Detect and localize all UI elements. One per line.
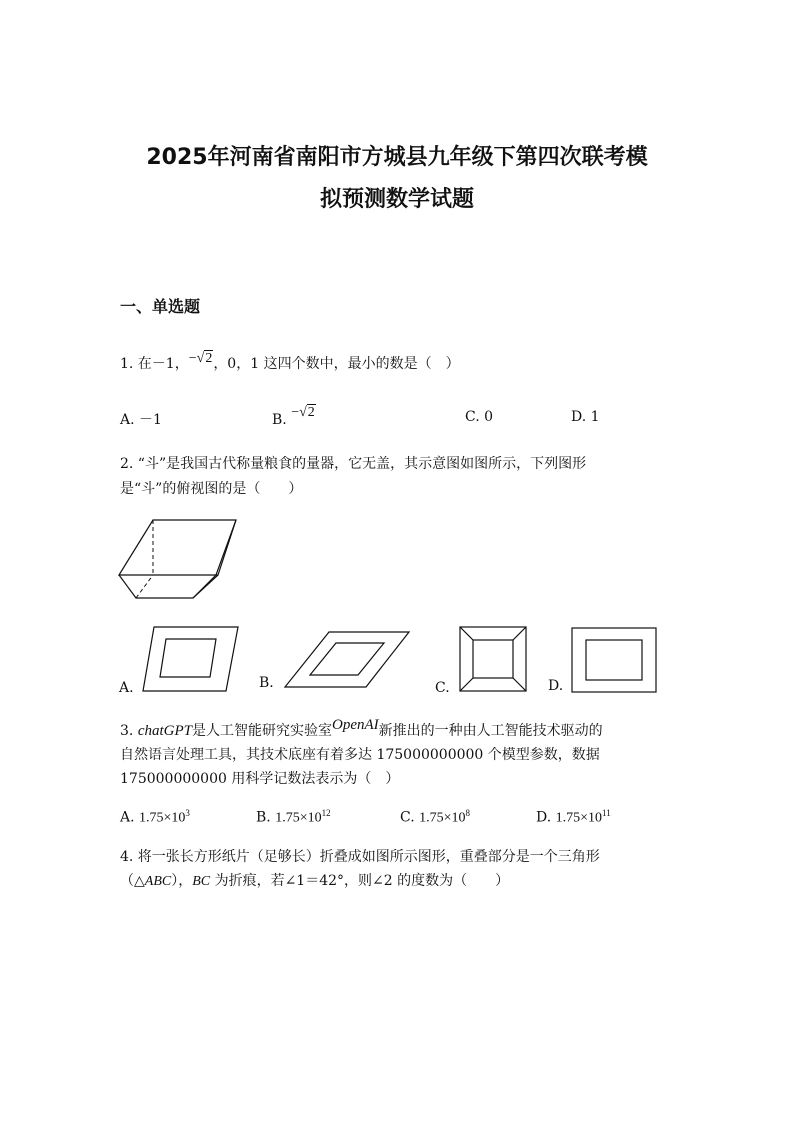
q3-option-b[interactable] — [256, 808, 331, 827]
q3-c-label: C. — [400, 809, 415, 826]
q4-triangle-abc: ABC — [144, 874, 172, 889]
q1-b-sign: − — [291, 405, 300, 420]
q4-crease-bc: BC — [192, 874, 211, 889]
q3-b-exp: 12 — [321, 808, 331, 818]
q1-suffix: ，0，1 这四个数中，最小的数是（ ） — [213, 356, 460, 372]
question-2-line-2: 是“斗”的俯视图的是（ ） — [120, 481, 303, 497]
q2-option-a-label[interactable]: A. — [119, 680, 134, 696]
q1-option-b-value: −√2 — [291, 405, 315, 420]
q3-part1: 是人工智能研究实验室 — [191, 723, 332, 739]
q1-option-b[interactable] — [272, 404, 316, 428]
section-heading: 一、单选题 — [120, 297, 201, 316]
q1-option-b-label: B. — [272, 412, 287, 428]
q3-c-exp: 8 — [465, 808, 471, 818]
q4-rest: 为折痕，若∠1＝42°，则∠2 的度数为（ ） — [210, 873, 510, 889]
q3-part2: 新推出的一种由人工智能技术驱动的 — [378, 723, 603, 739]
q4-mid: ）， — [171, 873, 193, 889]
q3-option-c[interactable] — [400, 808, 470, 827]
q1-option-c[interactable]: C. 0 — [465, 409, 494, 425]
q1-prefix: 1. 在－1， — [120, 356, 189, 372]
q2-option-b-label[interactable]: B. — [259, 675, 274, 691]
q1-sqrt-sign: − — [188, 351, 197, 366]
question-3-line-3: 175000000000 用科学记数法表示为（ ） — [120, 771, 400, 787]
document-title-line-2: 拟预测数学试题 — [319, 187, 474, 212]
q3-openai: OpenAI — [331, 717, 379, 733]
question-2-line-1: 2. “斗”是我国古代称量粮食的量器，它无盖，其示意图如图所示，下列图形 — [120, 456, 587, 472]
question-3-line-1 — [120, 717, 603, 742]
q3-a-label: A. — [120, 809, 135, 826]
q3-b-label: B. — [256, 809, 271, 826]
q3-d-exp: 11 — [602, 808, 611, 818]
q1-b-sqrt-value: 2 — [307, 405, 315, 420]
q3-a-exp: 3 — [185, 808, 190, 818]
dou-vessel-figure — [118, 519, 238, 599]
question-3-line-2: 自然语言处理工具，其技术底座有着多达 175000000000 个模型参数，数据 — [120, 747, 600, 763]
q1-option-d[interactable]: D. 1 — [571, 409, 600, 425]
q3-d-label: D. — [536, 809, 552, 826]
q2-option-d-figure — [571, 627, 657, 693]
q3-chatgpt: chatGPT — [137, 723, 192, 739]
q3-a-base: 1.75×10 — [139, 810, 186, 826]
q4-open: （△ — [120, 873, 145, 889]
question-1 — [120, 353, 460, 376]
q3-option-a[interactable] — [120, 808, 190, 827]
q1-neg-sqrt2: −√2 — [188, 351, 213, 366]
q3-b-base: 1.75×10 — [275, 810, 322, 826]
q2-option-d-label[interactable]: D. — [548, 678, 564, 694]
q2-option-b-figure — [284, 631, 410, 688]
q1-sqrt-value: 2 — [205, 351, 213, 366]
q1-option-a[interactable]: A. －1 — [120, 412, 162, 428]
q3-option-d[interactable] — [536, 808, 611, 827]
q3-number: 3. — [120, 723, 134, 739]
q3-c-base: 1.75×10 — [419, 810, 466, 826]
q3-d-base: 1.75×10 — [555, 810, 603, 826]
question-4-line-2 — [120, 870, 509, 893]
document-title-line-1: 2025年河南省南阳市方城县九年级下第四次联考模 — [146, 145, 648, 170]
q2-option-c-figure — [459, 626, 527, 692]
q2-option-c-label[interactable]: C. — [435, 680, 450, 696]
q2-option-a-figure — [142, 625, 240, 693]
question-4-line-1: 4. 将一张长方形纸片（足够长）折叠成如图所示图形，重叠部分是一个三角形 — [120, 849, 600, 865]
